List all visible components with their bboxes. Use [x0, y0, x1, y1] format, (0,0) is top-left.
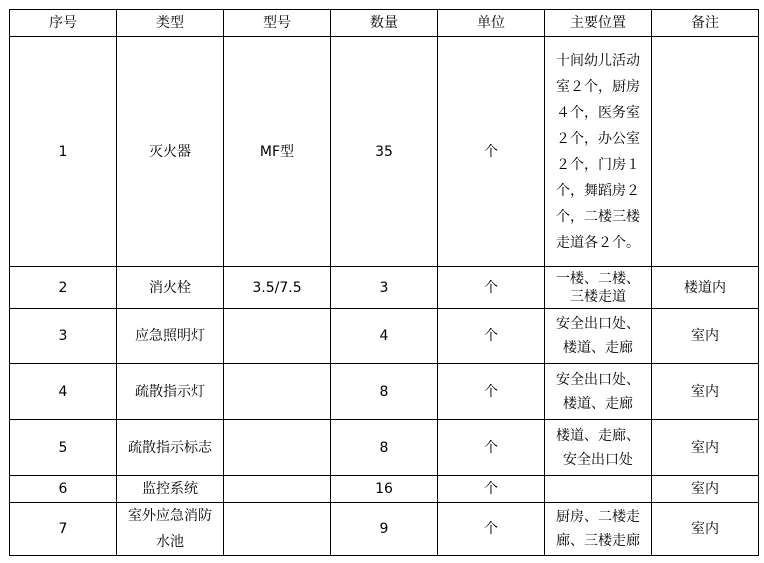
cell-location-text: 一楼、二楼、 三楼走道 — [556, 270, 640, 305]
table-row — [10, 420, 759, 476]
cell-location-text: 安全出口处、 楼道、走廊 — [556, 371, 640, 412]
cell-unit: 个 — [438, 420, 545, 476]
cell-location — [545, 364, 652, 420]
cell-no: 5 — [10, 420, 117, 476]
table-row — [10, 476, 759, 503]
table-row — [10, 503, 759, 556]
cell-qty: 9 — [331, 503, 438, 556]
cell-model — [224, 364, 331, 420]
cell-location — [545, 309, 652, 364]
cell-remark: 楼道内 — [652, 267, 759, 309]
cell-qty: 8 — [331, 420, 438, 476]
cell-type — [117, 503, 224, 556]
table-row — [10, 267, 759, 309]
header-location: 主要位置 — [545, 10, 652, 37]
header-unit: 单位 — [438, 10, 545, 37]
cell-qty: 16 — [331, 476, 438, 503]
cell-qty: 4 — [331, 309, 438, 364]
cell-model: 3.5/7.5 — [224, 267, 331, 309]
cell-qty: 3 — [331, 267, 438, 309]
table-row — [10, 309, 759, 364]
equipment-table — [9, 9, 759, 556]
cell-type-text: 室外应急消防 水池 — [128, 508, 212, 550]
cell-unit: 个 — [438, 364, 545, 420]
cell-no: 7 — [10, 503, 117, 556]
table-row — [10, 37, 759, 267]
header-no: 序号 — [10, 10, 117, 37]
cell-model: MF型 — [224, 37, 331, 267]
cell-remark — [652, 37, 759, 267]
cell-location-text: 厨房、二楼走 廊、三楼走廊 — [556, 509, 640, 549]
cell-remark: 室内 — [652, 476, 759, 503]
cell-location — [545, 267, 652, 309]
header-qty: 数量 — [331, 10, 438, 37]
cell-model — [224, 476, 331, 503]
cell-no: 4 — [10, 364, 117, 420]
cell-remark: 室内 — [652, 364, 759, 420]
cell-type: 消火栓 — [117, 267, 224, 309]
cell-type: 监控系统 — [117, 476, 224, 503]
cell-unit: 个 — [438, 309, 545, 364]
cell-location — [545, 420, 652, 476]
cell-type: 灭火器 — [117, 37, 224, 267]
cell-unit: 个 — [438, 37, 545, 267]
cell-qty: 8 — [331, 364, 438, 420]
cell-no: 1 — [10, 37, 117, 267]
cell-remark: 室内 — [652, 309, 759, 364]
cell-type: 疏散指示灯 — [117, 364, 224, 420]
header-row — [10, 10, 759, 37]
cell-unit: 个 — [438, 476, 545, 503]
cell-no: 2 — [10, 267, 117, 309]
header-type: 类型 — [117, 10, 224, 37]
cell-type: 应急照明灯 — [117, 309, 224, 364]
cell-remark: 室内 — [652, 420, 759, 476]
cell-unit: 个 — [438, 503, 545, 556]
cell-location — [545, 476, 652, 503]
cell-location-text: 十间幼儿活动 室２个，厨房 ４个，医务室 ２个，办公室 ２个，门房１ 个，舞蹈房２ 个，二楼三楼 走道各２个。 — [556, 52, 640, 251]
cell-location — [545, 37, 652, 267]
cell-remark: 室内 — [652, 503, 759, 556]
cell-type: 疏散指示标志 — [117, 420, 224, 476]
cell-model — [224, 309, 331, 364]
cell-no: 6 — [10, 476, 117, 503]
cell-qty: 35 — [331, 37, 438, 267]
cell-unit: 个 — [438, 267, 545, 309]
header-remark: 备注 — [652, 10, 759, 37]
cell-no: 3 — [10, 309, 117, 364]
cell-location-text: 楼道、走廊、 安全出口处 — [556, 427, 640, 468]
table-row — [10, 364, 759, 420]
cell-location-text: 安全出口处、 楼道、走廊 — [556, 316, 640, 356]
cell-model — [224, 420, 331, 476]
cell-model — [224, 503, 331, 556]
cell-location — [545, 503, 652, 556]
header-model: 型号 — [224, 10, 331, 37]
